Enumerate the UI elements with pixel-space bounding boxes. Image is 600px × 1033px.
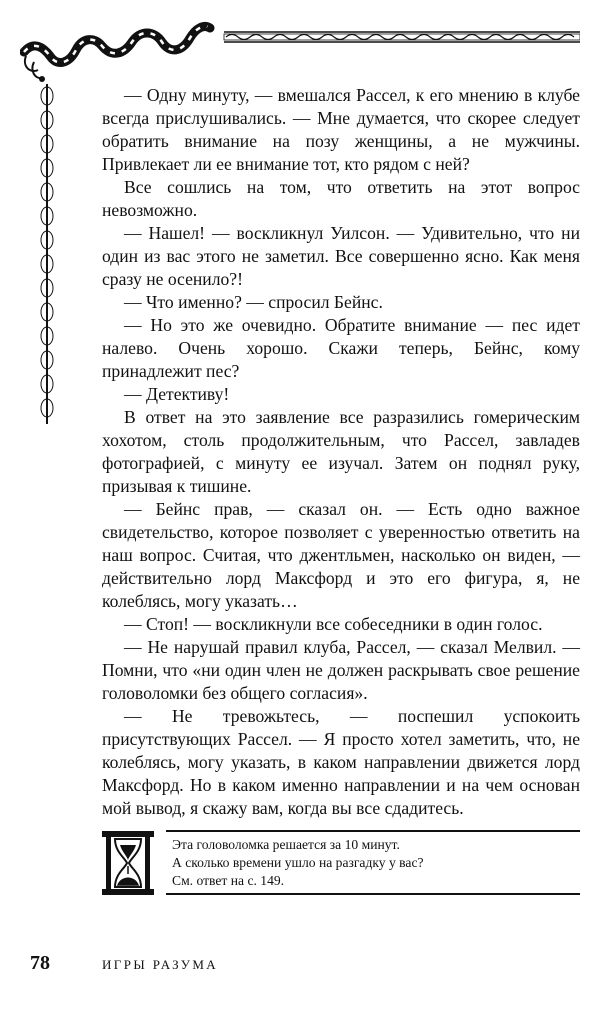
page-number: 78 [30, 952, 50, 974]
paragraph: — Не тревожьтесь, — поспешил успокоить присутствующих Рассел. — Я просто хотел заметить, что, не колеблясь, могу указать, в каком направлении движется лорд Максфорд. Но в каком именно направлении и на чем основан мой вывод, я скажу вам, когда вы все сдадитесь. [102, 706, 580, 818]
divider [166, 830, 580, 832]
paragraph: — Стоп! — воскликнули все собеседники в один голос. [124, 614, 543, 634]
paragraph: — Бейнс прав, — сказал он. — Есть одно важное свидетельство, которое позволяет с уверенностью ответить на наш вопрос. Считая, что джентльмен, насколько он виден, — действительно лорд Максфорд и это его фигура, я, не колеблясь, могу указать… [102, 499, 580, 611]
puzzle-time-line: Эта головоломка решается за 10 минут. [172, 837, 400, 852]
story-text [102, 84, 580, 820]
ribbon-ornament-icon [20, 12, 580, 87]
puzzle-time-box [100, 826, 580, 898]
paragraph: — Но это же очевидно. Обратите внимание — пес идет налево. Очень хорошо. Скажи теперь, Бейнс, кому принадлежит пес? [102, 315, 580, 381]
paragraph: Все сошлись на том, что ответить на этот вопрос невозможно. [102, 177, 580, 220]
paragraph: В ответ на это заявление все разразились гомерическим хохотом, столь продолжительным, что Рассел, завладев фотографией, с минуту ее изучал. Затем он поднял руку, призывая к тишине. [102, 407, 580, 496]
paragraph: — Нашел! — воскликнул Уилсон. — Удивительно, что ни один из вас этого не заметил. Все совершенно ясно. Как меня сразу не осенило?! [102, 223, 580, 289]
puzzle-question-line: А сколько времени ушло на разгадку у вас? [172, 855, 424, 870]
answer-reference-line: См. ответ на с. 149. [172, 873, 285, 888]
chain-border-icon [36, 84, 58, 424]
puzzle-time-note [172, 836, 580, 890]
running-title: ИГРЫ РАЗУМА [102, 957, 219, 972]
paragraph: — Не нарушай правил клуба, Рассел, — сказал Мелвил. — Помни, что «ни один член не должен раскрывать свое решение головоломки без общего согласия». [102, 637, 580, 703]
paragraph: — Что именно? — спросил Бейнс. [124, 292, 383, 312]
paragraph: — Детективу! [124, 384, 230, 404]
paragraph: — Одну минуту, — вмешался Рассел, к его мнению в клубе всегда прислушивались. — Мне думается, что скорее следует обратить внимание на позу женщины, а не мужчины. Привлекает ли ее внимание тот, кто рядом с ней? [102, 85, 580, 174]
hourglass-icon [100, 830, 156, 896]
divider [166, 893, 580, 895]
